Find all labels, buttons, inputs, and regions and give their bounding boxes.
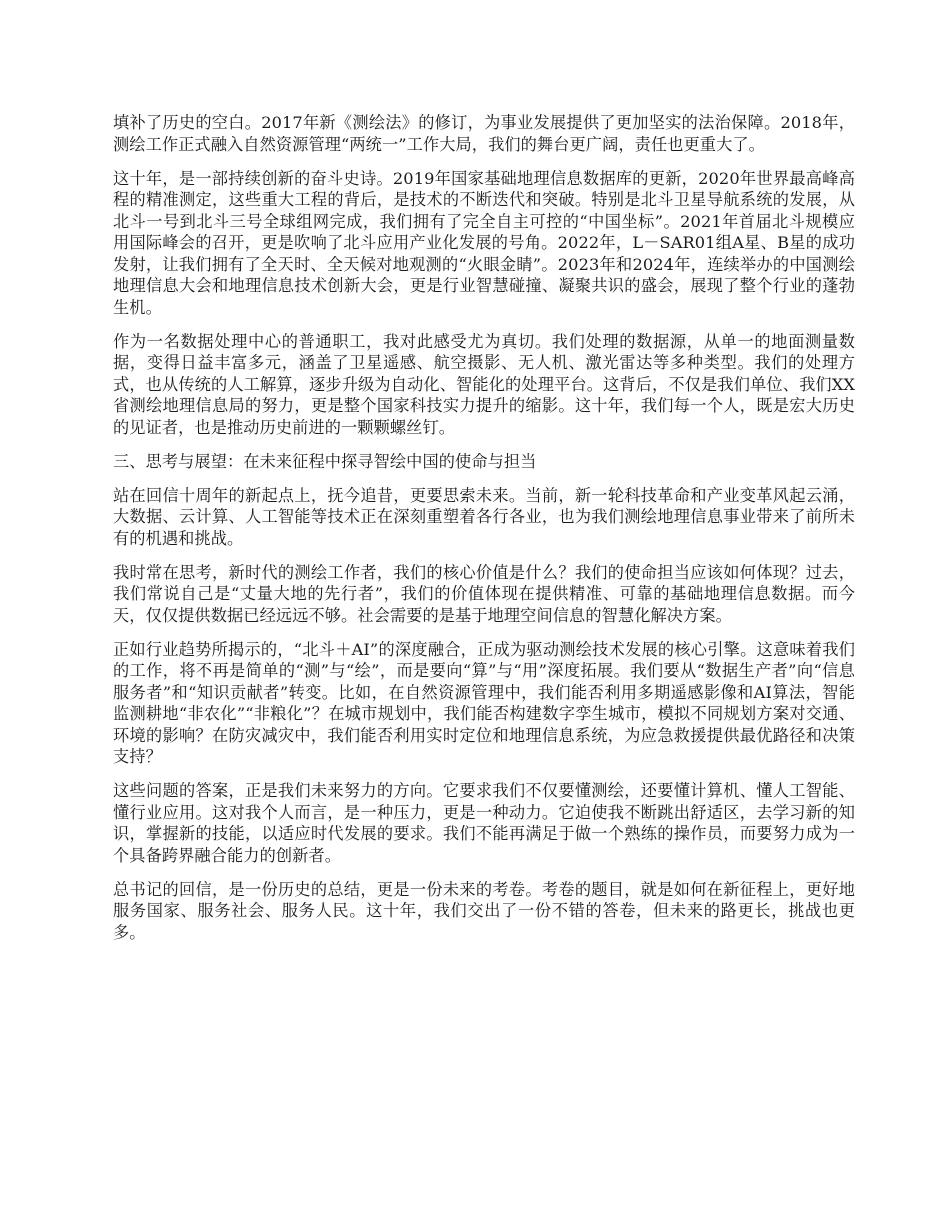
paragraph-history-blank: 填补了历史的空白。2017年新《测绘法》的修订，为事业发展提供了更加坚实的法治保障。2018年，测绘工作正式融入自然资源管理“两统一”工作大局，我们的舞台更广阔，责任也更重大了。 [113, 113, 855, 154]
section-heading-three: 三、思考与展望：在未来征程中探寻智绘中国的使命与担当 [113, 451, 537, 471]
paragraph-innovation-epic: 这十年，是一部持续创新的奋斗史诗。2019年国家基础地理信息数据库的更新，2020年世界最高峰高程的精准测定，这些重大工程的背后，是技术的不断迭代和突破。特别是北斗卫星导航系统的发展，从北斗一号到北斗三号全球组网完成，我们拥有了完全自主可控的“中国坐标”。2021年首届北斗规模应用国际峰会的召开，更是吹响了北斗应用产业化发展的号角。2022年，L－SAR01组A星、B星的成功发射，让我们拥有了全天时、全天候对地观测的“火眼金睛”。2023年和2024年，连续举办的中国测绘地理信息大会和地理信息技术创新大会，更是行业智慧碰撞、凝聚共识的盛会，展现了整个行业的蓬勃生机。 [113, 168, 855, 317]
paragraph-core-value: 我时常在思考，新时代的测绘工作者，我们的核心价值是什么？我们的使命担当应该如何体现？过去，我们常说自己是“丈量大地的先行者”，我们的价值体现在提供精准、可靠的基础地理信息数据。而今天，仅仅提供数据已经远远不够。社会需要的是基于地理空间信息的智慧化解决方案。 [113, 562, 855, 625]
paragraph-future-direction: 这些问题的答案，正是我们未来努力的方向。它要求我们不仅要懂测绘，还要懂计算机、懂人工智能、懂行业应用。这对我个人而言，是一种压力，更是一种动力。它迫使我不断跳出舒适区，去学习新的知识，掌握新的技能，以适应时代发展的要求。我们不能再满足于做一个熟练的操作员，而要努力成为一个具备跨界融合能力的创新者。 [113, 781, 855, 865]
paragraph-data-center-worker: 作为一名数据处理中心的普通职工，我对此感受尤为真切。我们处理的数据源，从单一的地面测量数据，变得日益丰富多元，涵盖了卫星遥感、航空摄影、无人机、激光雷达等多种类型。我们的处理方式，也从传统的人工解算，逐步升级为自动化、智能化的处理平台。这背后，不仅是我们单位、我们XX省测绘地理信息局的努力，更是整个国家科技实力提升的缩影。这十年，我们每一个人，既是宏大历史的见证者，也是推动历史前进的一颗颗螺丝钉。 [113, 331, 855, 437]
paragraph-beidou-ai: 正如行业趋势所揭示的，“北斗＋AI”的深度融合，正成为驱动测绘技术发展的核心引擎。这意味着我们的工作，将不再是简单的“测”与“绘”，而是要向“算”与“用”深度拓展。我们要从“数据生产者”向“信息服务者”和“知识贡献者”转变。比如，在自然资源管理中，我们能否利用多期遥感影像和AI算法，智能监测耕地“非农化”“非粮化”？在城市规划中，我们能否构建数字孪生城市，模拟不同规划方案对交通、环境的影响？在防灾减灾中，我们能否利用实时定位和地理信息系统，为应急救援提供最优路径和决策支持？ [113, 639, 855, 766]
paragraph-new-starting-point: 站在回信十周年的新起点上，抚今追昔，更要思索未来。当前，新一轮科技革命和产业变革风起云涌，大数据、云计算、人工智能等技术正在深刻重塑着各行各业，也为我们测绘地理信息事业带来了前所未有的机遇和挑战。 [113, 485, 855, 548]
document-page [113, 112, 855, 956]
paragraph-conclusion: 总书记的回信，是一份历史的总结，更是一份未来的考卷。考卷的题目，就是如何在新征程上，更好地服务国家、服务社会、服务人民。这十年，我们交出了一份不错的答卷，但未来的路更长，挑战也更多。 [113, 879, 855, 942]
